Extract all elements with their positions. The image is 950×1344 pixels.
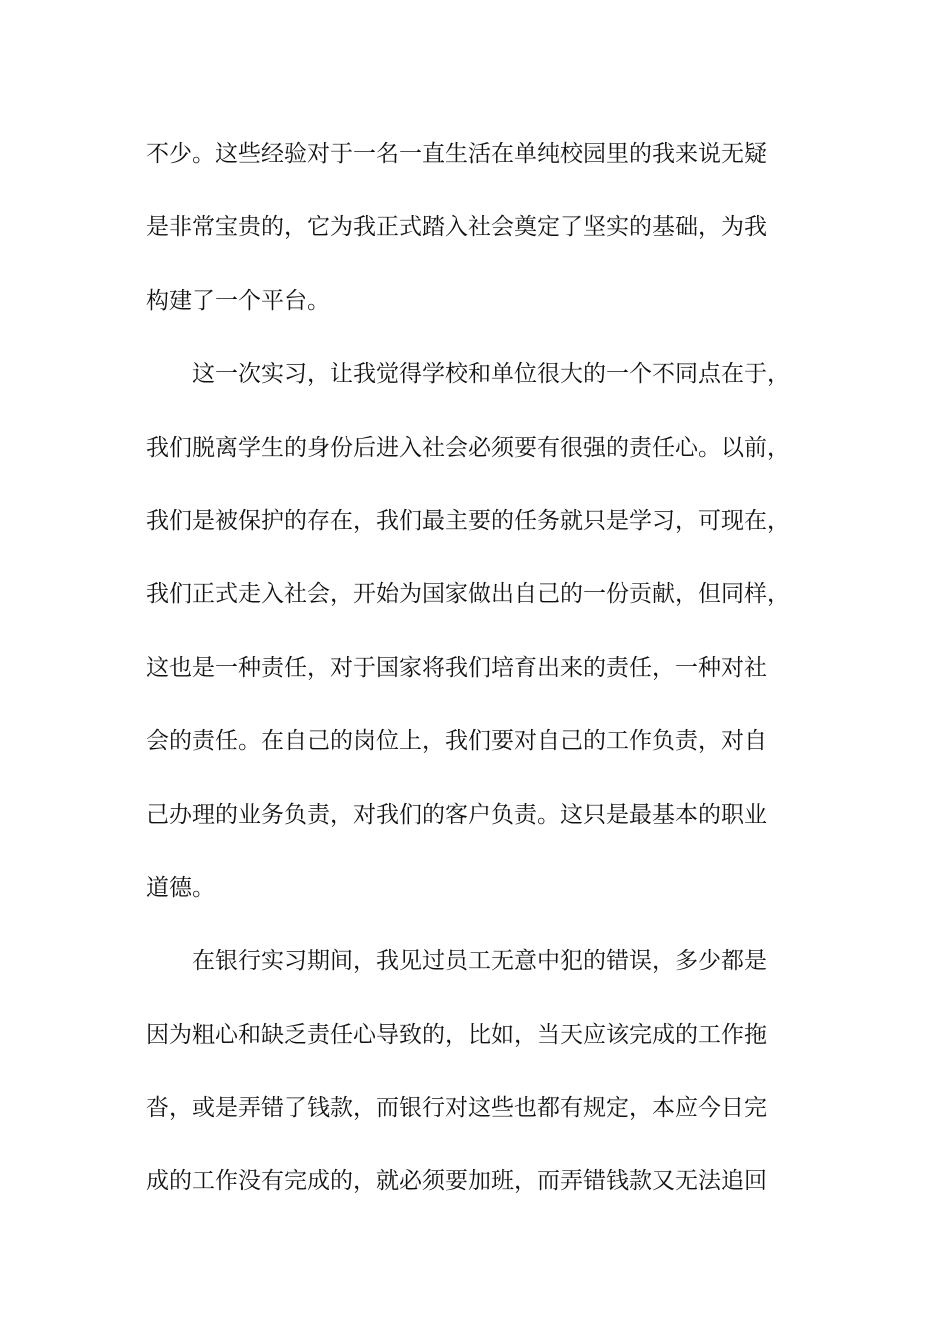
text-line: 构建了一个平台。 — [146, 287, 330, 314]
text-line: 因为粗心和缺乏责任心导致的，比如，当天应该完成的工作拖 — [146, 1021, 767, 1048]
text-line: 我们正式走入社会，开始为国家做出自己的一份贡献，但同样， — [146, 581, 790, 608]
text-line: 我们是被保护的存在，我们最主要的任务就只是学习，可现在， — [146, 507, 790, 534]
text-line: 道德。 — [146, 874, 215, 901]
text-line: 不少。这些经验对于一名一直生活在单纯校园里的我来说无疑 — [146, 141, 767, 167]
body-text — [146, 130, 806, 1231]
text-line: 我们脱离学生的身份后进入社会必须要有很强的责任心。以前， — [146, 434, 790, 461]
text-line: 成的工作没有完成的，就必须要加班，而弄错钱款又无法追回 — [146, 1168, 767, 1195]
text-line: 是非常宝贵的，它为我正式踏入社会奠定了坚实的基础，为我 — [146, 214, 767, 241]
text-line: 己办理的业务负责，对我们的客户负责。这只是最基本的职业 — [146, 801, 767, 828]
text-line: 沓，或是弄错了钱款，而银行对这些也都有规定，本应今日完 — [146, 1095, 767, 1122]
text-line: 这也是一种责任，对于国家将我们培育出来的责任，一种对社 — [146, 654, 767, 681]
text-line-paragraph-start: 这一次实习，让我觉得学校和单位很大的一个不同点在于， — [192, 361, 790, 388]
text-line: 会的责任。在自己的岗位上，我们要对自己的工作负责，对自 — [146, 728, 767, 755]
text-line-paragraph-start: 在银行实习期间，我见过员工无意中犯的错误，多少都是 — [192, 948, 767, 975]
